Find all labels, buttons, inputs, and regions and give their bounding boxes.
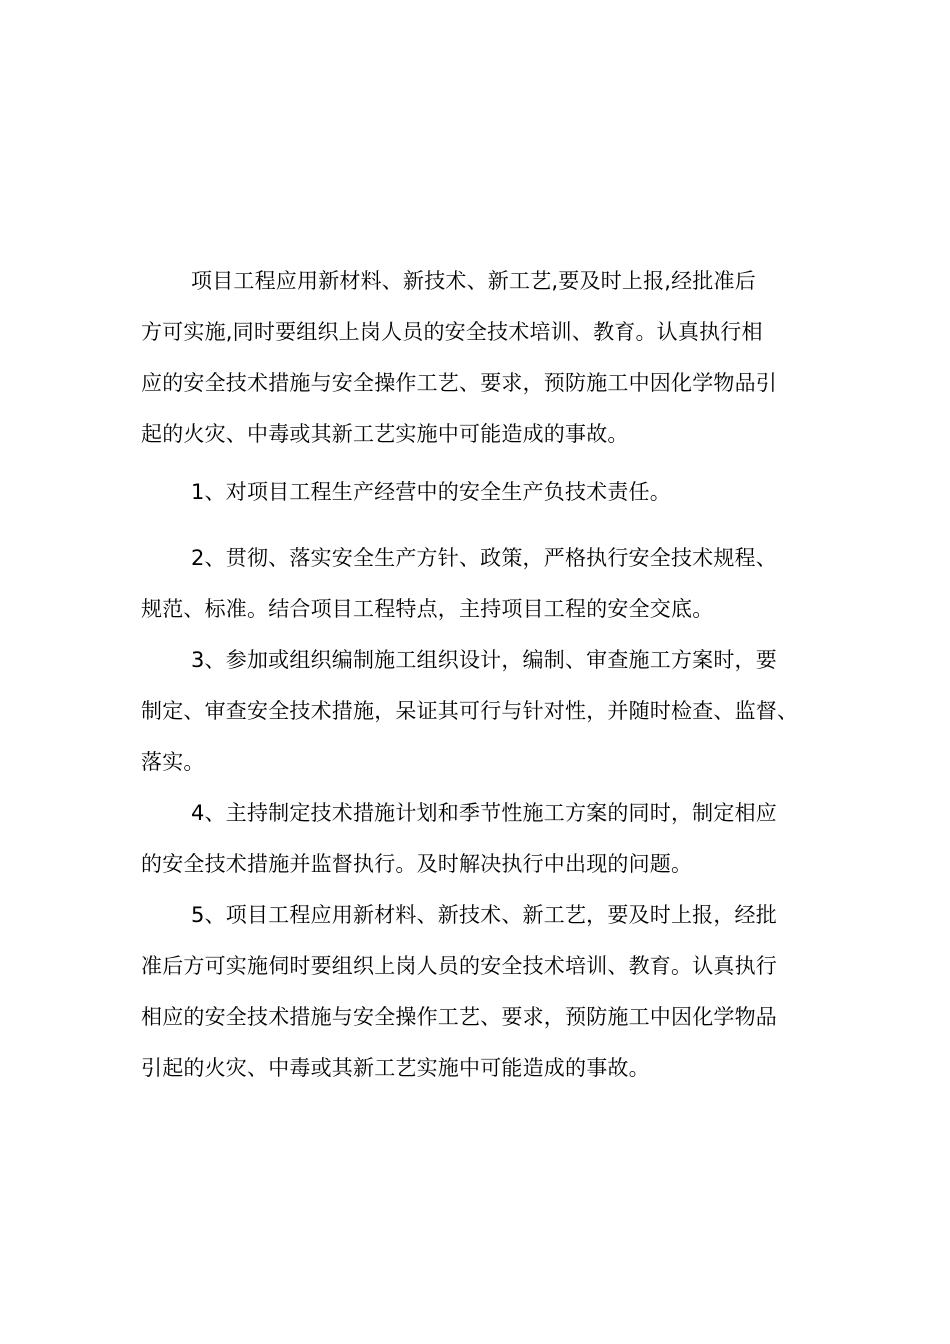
item-2-line: 规范、标准。结合项目工程特点，主持项目工程的安全交底。 [141,597,714,621]
item-3-line: 3、参加或组织编制施工组织设计，编制、审查施工方案时，要 [191,648,777,672]
intro-line: 应的安全技术措施与安全操作工艺、要求，预防施工中因化学物品引 [141,371,777,395]
item-4-line: 的安全技术措施并监督执行。及时解决执行中出现的问题。 [141,852,693,876]
item-3-line: 落实。 [141,750,205,774]
item-4-line: 4、主持制定技术措施计划和季节性施工方案的同时，制定相应 [191,801,777,825]
intro-line: 项目工程应用新材料、新技术、新工艺,要及时上报,经批准后 [191,269,756,293]
item-5-line: 引起的火灾、中毒或其新工艺实施中可能造成的事故。 [141,1056,650,1080]
item-5-line: 相应的安全技术措施与安全操作工艺、要求，预防施工中因化学物品 [141,1005,777,1029]
item-1-line: 1、对项目工程生产经营中的安全生产负技术责任。 [191,480,671,504]
intro-line: 方可实施,同时要组织上岗人员的安全技术培训、教育。认真执行相 [141,320,763,344]
item-2-line: 2、贯彻、落实安全生产方针、政策，严格执行安全技术规程、 [191,546,777,570]
item-5-line: 5、项目工程应用新材料、新技术、新工艺，要及时上报，经批 [191,903,777,927]
intro-line: 起的火灾、中毒或其新工艺实施中可能造成的事故。 [141,422,629,446]
item-3-line: 制定、审查安全技术措施，呆证其可行与针对性，并随时检查、监督、 [141,699,799,723]
item-5-line: 准后方可实施伺时要组织上岗人员的安全技术培训、教育。认真执行 [141,954,777,978]
